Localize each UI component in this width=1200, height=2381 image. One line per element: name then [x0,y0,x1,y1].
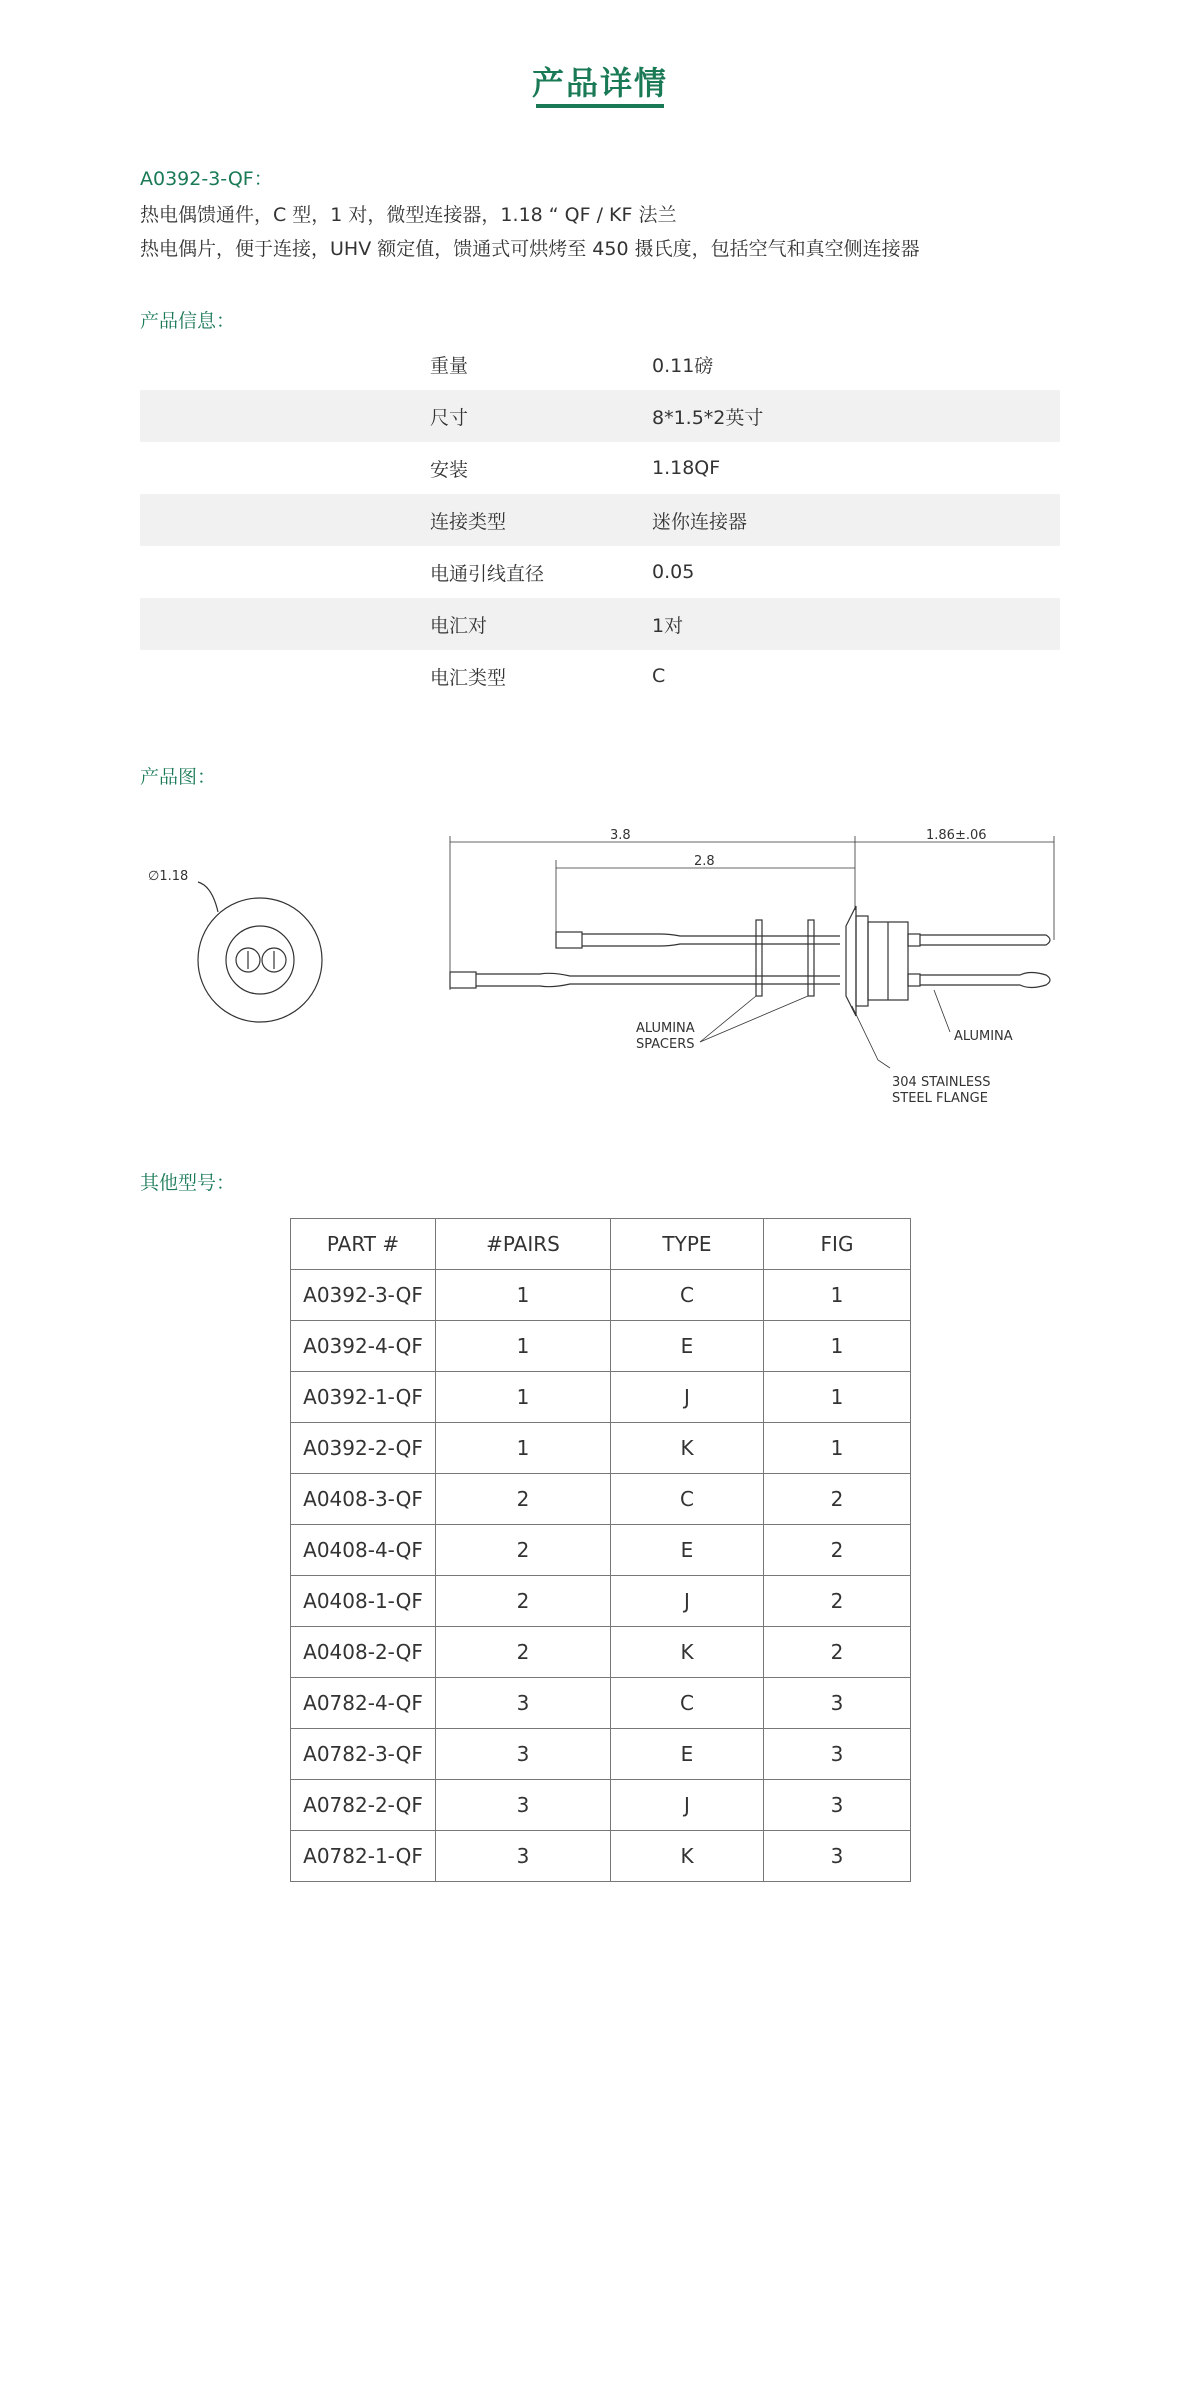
flange-end-view [198,882,322,1022]
type-cell: C [611,1474,764,1525]
fig-cell: 2 [764,1627,911,1678]
header-fig: FIG [764,1219,911,1270]
type-cell: K [611,1831,764,1882]
spacer-leader [700,996,808,1042]
info-key: 电汇类型 [430,666,507,689]
alumina-callout: ALUMINA [954,1029,1013,1044]
info-row [140,390,1060,442]
ceramic-insulator [908,934,920,946]
info-value: 迷你连接器 [652,510,748,533]
dim-inner-label: 2.8 [694,854,715,869]
header-type: TYPE [611,1219,764,1270]
lower-wire-top [476,973,840,976]
fig-cell: 2 [764,1525,911,1576]
table-header-row [291,1219,911,1270]
info-row [140,494,1060,546]
pairs-cell: 1 [436,1270,611,1321]
diameter-label: ∅1.18 [148,869,189,884]
pairs-cell: 3 [436,1780,611,1831]
type-cell: E [611,1525,764,1576]
pairs-cell: 2 [436,1627,611,1678]
table-row [291,1576,911,1627]
type-cell: C [611,1678,764,1729]
description-line-1: 热电偶馈通件，C 型，1 对，微型连接器，1.18 “ QF / KF 法兰 [140,204,677,226]
dim-right-label: 1.86±.06 [926,828,987,843]
flange-callout-line1: 304 STAINLESS [892,1075,991,1090]
upper-wire-top [582,934,840,936]
table-row [291,1729,911,1780]
info-key: 电通引线直径 [430,562,545,585]
info-value: 1.18QF [652,457,721,479]
flange-leader [852,1006,890,1068]
type-cell: K [611,1627,764,1678]
ceramic-insulator [908,974,920,986]
upper-terminal [556,932,582,948]
part-number-cell: A0392-4-QF [291,1321,436,1372]
pairs-cell: 3 [436,1831,611,1882]
part-number-cell: A0392-1-QF [291,1372,436,1423]
part-number-cell: A0782-2-QF [291,1780,436,1831]
flange-collar [856,916,868,1006]
part-number-cell: A0782-3-QF [291,1729,436,1780]
info-key: 尺寸 [430,406,469,429]
fig-cell: 3 [764,1831,911,1882]
type-cell: E [611,1321,764,1372]
lower-wire-bottom [476,984,840,987]
info-value: 8*1.5*2英寸 [652,406,764,429]
part-number-cell: A0408-4-QF [291,1525,436,1576]
info-value: 0.05 [652,561,695,583]
type-cell: C [611,1270,764,1321]
lower-terminal [450,972,476,988]
page-title: 产品详情 [531,64,668,102]
table-row [291,1678,911,1729]
part-number-cell: A0392-2-QF [291,1423,436,1474]
fig-cell: 3 [764,1780,911,1831]
table-row [291,1321,911,1372]
pairs-cell: 1 [436,1321,611,1372]
info-key: 电汇对 [430,614,488,637]
info-row [140,546,1060,598]
table-row [291,1627,911,1678]
table-row [291,1270,911,1321]
table-row [291,1372,911,1423]
fig-cell: 1 [764,1270,911,1321]
info-key: 安装 [430,458,469,481]
spacer-leader [700,996,756,1042]
technical-drawing-svg [140,810,1060,1110]
fig-cell: 1 [764,1423,911,1474]
type-cell: K [611,1423,764,1474]
type-cell: J [611,1780,764,1831]
spacers-callout-line2: SPACERS [636,1037,695,1052]
pairs-cell: 3 [436,1678,611,1729]
info-row [140,442,1060,494]
product-info-table [140,338,1060,702]
flange-profile [846,906,856,1016]
other-models-table [290,1218,911,1882]
part-number-cell: A0392-3-QF [291,1270,436,1321]
fig-cell: 1 [764,1321,911,1372]
diameter-leader [198,882,218,912]
models-table-body [291,1270,911,1882]
table-row [291,1831,911,1882]
info-key: 连接类型 [430,510,507,533]
part-number-cell: A0408-1-QF [291,1576,436,1627]
right-pin-upper [920,935,1050,945]
info-value: C [652,665,666,687]
info-key: 重量 [430,354,469,377]
info-row [140,650,1060,702]
type-cell: J [611,1372,764,1423]
table-row [291,1780,911,1831]
part-number-cell: A0408-3-QF [291,1474,436,1525]
info-row [140,338,1060,390]
title-underline [536,104,664,108]
info-value: 1对 [652,614,684,637]
type-cell: J [611,1576,764,1627]
product-drawing [140,810,1060,1110]
flange-callout-line2: STEEL FLANGE [892,1091,988,1106]
info-row [140,598,1060,650]
info-value: 0.11磅 [652,354,714,377]
product-drawing-label: 产品图： [140,766,217,788]
fig-cell: 2 [764,1474,911,1525]
pairs-cell: 1 [436,1372,611,1423]
pairs-cell: 3 [436,1729,611,1780]
description-line-2: 热电偶片，便于连接，UHV 额定值，馈通式可烘烤至 450 摄氏度，包括空气和真空侧连接器 [140,238,920,260]
pairs-cell: 1 [436,1423,611,1474]
product-info-label: 产品信息： [140,310,236,332]
fig-cell: 3 [764,1729,911,1780]
dim-total-label: 3.8 [610,828,631,843]
right-pin-lower [920,973,1050,988]
pairs-cell: 2 [436,1474,611,1525]
spacers-callout-line1: ALUMINA [636,1021,695,1036]
type-cell: E [611,1729,764,1780]
part-number-cell: A0782-4-QF [291,1678,436,1729]
table-row [291,1474,911,1525]
pairs-cell: 2 [436,1576,611,1627]
fig-cell: 2 [764,1576,911,1627]
table-row [291,1525,911,1576]
fig-cell: 3 [764,1678,911,1729]
header-pairs: #PAIRS [436,1219,611,1270]
part-number-cell: A0782-1-QF [291,1831,436,1882]
header-part: PART # [291,1219,436,1270]
model-number: A0392-3-QF： [140,168,273,190]
alumina-leader [934,990,950,1032]
table-row [291,1423,911,1474]
pairs-cell: 2 [436,1525,611,1576]
other-models-label: 其他型号： [140,1172,236,1194]
fig-cell: 1 [764,1372,911,1423]
upper-wire-bottom [582,944,840,946]
part-number-cell: A0408-2-QF [291,1627,436,1678]
